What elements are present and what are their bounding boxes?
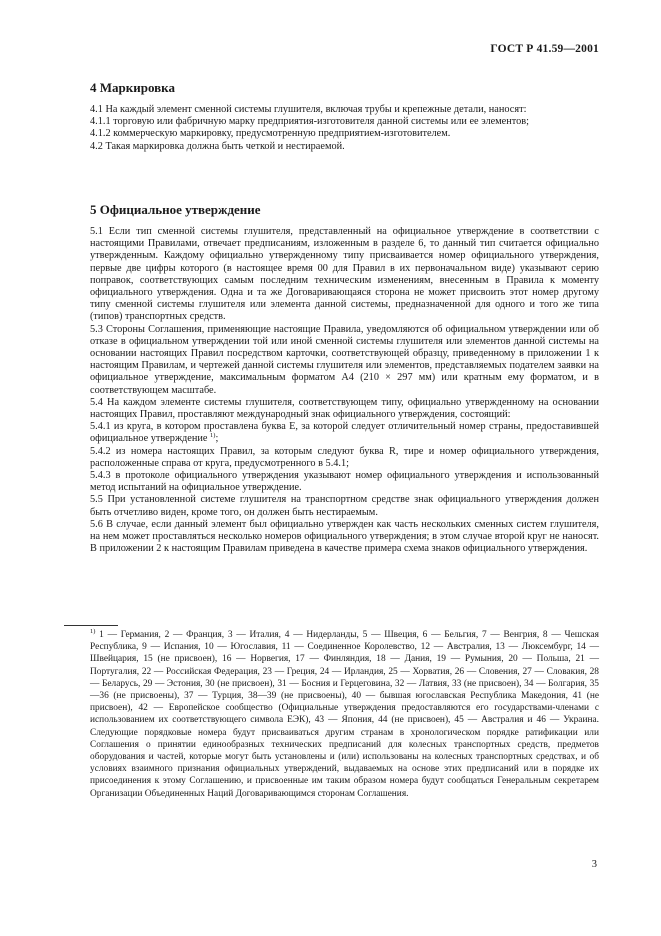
paragraph-4-1-1: 4.1.1 торговую или фабричную марку предприятия-изготовителя данной системы или ее элементов; <box>90 116 529 128</box>
section-5-body <box>90 226 599 555</box>
footnote-marker: 1) <box>90 628 96 635</box>
footnote-text: 1 — Германия, 2 — Франция, 3 — Италия, 4 — Нидерланды, 5 — Швеция, 6 — Бельгия, 7 — Венгрия, 8 — Чешская Республика, 9 — Испания, 10 — Югославия, 11 — Соединенное Королевство, 12 — Австралия, 13 — Люксембург, 14 — Швейцария, 15 (не присвоен), 16 — Норвегия, 17 — Финляндия, 18 — Дания, 19 — Румыния, 20 — Польша, 21 — Португалия, 22 — Российская Федерация, 23 — Греция, 24 — Ирландия, 25 — Хорватия, 26 — Словения, 27 — Словакия, 28 — Беларусь, 29 — Эстония, 30 (не присвоен), 31 — Босния и Герцеговина, 32 — Латвия, 33 (не присвоен), 34 — Болгария, 35—36 (не присвоены), 37 — Турция, 38—39 (не присвоены), 40 — бывшая югославская Республика Македония, 41 (не присвоен), 42 — Европейское сообщество (Официальные утверждения предоставляются его государствами-членами с использованием их соответствующего символа ЕЭК), 43 — Япония, 44 (не присвоен), 45 — Австралия и 46 — Украина. Следующие порядковые номера будут присваиваться другим странам в хронологическом порядке ратификации или Соглашения о принятии единообразных технических предписаний для колесных транспортных средств, предметов оборудования и частей, которые могут быть установлены и (или) использованы на колесных транспортных средствах, и об условиях взаимного признания официальных утверждений, выдаваемых на основе этих предписаний или в порядке их присоединения к этому Соглашению, и присвоенные им таким образом номера будут сообщаться Генеральным секретарем Организации Объединенных Наций Договаривающимся сторонам Соглашения. <box>90 630 599 799</box>
footnote <box>90 629 599 800</box>
paragraph-5-6: 5.6 В случае, если данный элемент был официально утвержден как часть нескольких сменных систем глушителя, на нем может проставляться несколько номеров официального утверждения; в этом случае второй круг не наносят. В приложении 2 к настоящим Правилам приведена в качестве примера схема знаков официального утверждения. <box>90 518 599 555</box>
paragraph-5-4-2: 5.4.2 из номера настоящих Правил, за которым следуют буква R, тире и номер официального утверждения, расположенные справа от круга, предусмотренного в 5.4.1; <box>90 445 599 469</box>
section-4-heading: 4 Маркировка <box>90 80 175 95</box>
paragraph-4-1: 4.1 На каждый элемент сменной системы глушителя, включая трубы и крепежные детали, наносят: <box>90 104 527 115</box>
paragraph-5-1: 5.1 Если тип сменной системы глушителя, представленный на официальное утверждение в соответствии с настоящими Правилами, отвечает предписаниям, изложенным в разделе 6, то данный тип считается официально утвержденным. Каждому официально утвержденному типу присваивается номер официального утверждения, первые две цифры которого (в настоящее время 00 для Правил в их первоначальном виде) указывают серию поправок, соответствующих самым последним техническим изменениям, внесенным в Правила к моменту официального утверждения. Одна и та же Договаривающаяся сторона не может присвоить этот номер другому типу сменной системы глушителя или элемента данной системы, предназначенной для одного и того же типа (типов) транспортных средств. <box>90 226 599 323</box>
footnote-ref: 1) <box>210 432 216 440</box>
paragraph-5-4-3: 5.4.3 в протоколе официального утверждения указывают номер официального утверждения и использованный метод испытаний на официальное утверждение. <box>90 470 599 494</box>
paragraph-5-4-1-end: ; <box>215 433 219 445</box>
page-number: 3 <box>591 859 597 870</box>
paragraph-5-4-1 <box>90 421 599 445</box>
section-5-heading: 5 Официальное утверждение <box>90 202 261 217</box>
standard-designation: ГОСТ Р 41.59—2001 <box>490 43 599 55</box>
paragraph-5-4: 5.4 На каждом элементе системы глушителя, соответствующем типу, официально утвержденному на основании настоящих Правил, проставляют международный знак официального утверждения, состоящий: <box>90 396 599 421</box>
footnote-text-para <box>90 629 599 800</box>
paragraph-5-4-1-text: 5.4.1 из круга, в котором проставлена буква Е, за которой следует отличительный номер страны, предоставившей официальное утверждение <box>90 421 599 445</box>
paragraph-4-2: 4.2 Такая маркировка должна быть четкой и нестираемой. <box>90 140 345 152</box>
paragraph-5-5: 5.5 При установленной системе глушителя на транспортном средстве знак официального утверждения должен быть отчетливо виден, кроме того, он должен быть нестираемым. <box>90 494 599 518</box>
paragraph-4-1-2: 4.1.2 коммерческую маркировку, предусмотренную предприятием-изготовителем. <box>90 128 451 140</box>
paragraph-5-3: 5.3 Стороны Соглашения, применяющие настоящие Правила, уведомляются об официальном утверждении или об отказе в официальном утверждении той или иной сменной системы глушителя или элементов данной системы на основании настоящих Правил посредством карточки, соответствующей образцу, приведенному в приложении 1 к настоящим Правилам, и чертежей данной системы глушителя или элементов, представляемых подателем заявки на официальное утверждение, максимальным форматом А4 (210 × 297 мм) или кратным ему форматом, и в соответствующем масштабе. <box>90 323 599 396</box>
section-4-body <box>90 104 599 153</box>
footnote-divider <box>64 625 118 626</box>
